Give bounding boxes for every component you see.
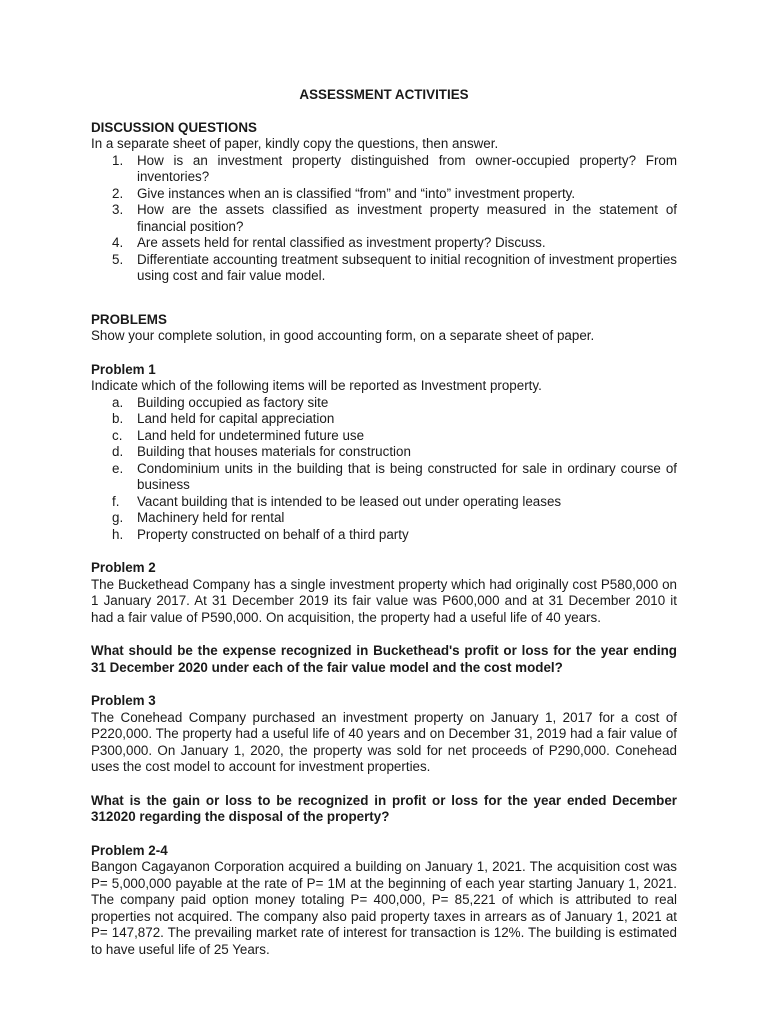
discussion-heading: DISCUSSION QUESTIONS	[91, 119, 257, 135]
list-marker: h.	[112, 526, 124, 542]
problems-instruction: Show your complete solution, in good accounting form, on a separate sheet of paper.	[91, 328, 595, 343]
problem-2	[91, 560, 677, 676]
problems-heading: PROBLEMS	[91, 311, 167, 327]
problems-section	[91, 312, 677, 345]
problem-2-body: The Buckethead Company has a single investment property which had originally cost P580,000 on 1 January 2017. At 31 December 2019 its fair value was P600,000 and at 31 December 2010 it had a fair value of P590,000. On acquisition, the property had a useful life of 40 years.	[91, 576, 677, 625]
list-item	[91, 411, 677, 428]
list-marker: 4.	[112, 235, 124, 250]
discussion-list	[91, 153, 677, 285]
list-marker: d.	[112, 444, 124, 459]
problem-1	[91, 362, 677, 544]
list-item-text: Property constructed on behalf of a third party	[137, 526, 409, 542]
list-item	[91, 235, 677, 252]
problem-1-list	[91, 395, 677, 544]
list-marker: 5.	[112, 251, 124, 267]
list-item-text: Vacant building that is intended to be leased out under operating leases	[137, 493, 562, 509]
list-item-text: Condominium units in the building that is being constructed for sale in ordinary course of business	[137, 460, 677, 492]
list-item-text: Are assets held for rental classified as investment property? Discuss.	[137, 235, 546, 250]
problem-2-4	[91, 843, 677, 959]
list-item	[91, 494, 677, 511]
problem-3-question: What is the gain or loss to be recognized in profit or loss for the year ended December 312020 regarding the disposal of the property?	[91, 792, 677, 824]
problem-3-body: The Conehead Company purchased an investment property on January 1, 2017 for a cost of P220,000. The property had a useful life of 40 years and on December 31, 2019 had a fair value of P300,000. On January 1, 2020, the property was sold for net proceeds of P290,000. Conehead uses the cost model to account for investment properties.	[91, 709, 677, 774]
list-marker: b.	[112, 411, 124, 426]
list-item	[91, 153, 677, 186]
list-item	[91, 428, 677, 445]
list-item	[91, 186, 677, 203]
list-marker: 2.	[112, 185, 124, 201]
problem-2-heading: Problem 2	[91, 560, 156, 575]
list-marker: g.	[112, 510, 124, 525]
list-item	[91, 527, 677, 544]
list-item-text: Building occupied as factory site	[137, 394, 329, 410]
page-title: ASSESSMENT ACTIVITIES	[299, 87, 469, 102]
list-item-text: Land held for capital appreciation	[137, 411, 335, 426]
list-marker: 3.	[112, 202, 124, 217]
discussion-section	[91, 120, 677, 285]
problem-3-heading: Problem 3	[91, 693, 156, 708]
list-item-text: Machinery held for rental	[137, 510, 285, 525]
list-marker: e.	[112, 460, 124, 476]
list-item	[91, 510, 677, 527]
discussion-instruction: In a separate sheet of paper, kindly copy the questions, then answer.	[91, 136, 499, 151]
list-item-text: Differentiate accounting treatment subsequent to initial recognition of investment properties using cost and fair value model.	[137, 251, 677, 283]
problem-1-heading: Problem 1	[91, 361, 156, 377]
list-item-text: Building that houses materials for construction	[137, 444, 411, 459]
problem-2-question: What should be the expense recognized in Buckethead's profit or loss for the year ending 31 December 2020 under each of the fair value model and the cost model?	[91, 643, 677, 675]
list-item-text: How are the assets classified as investment property measured in the statement of financial position?	[137, 202, 677, 234]
list-item	[91, 395, 677, 412]
list-marker: f.	[112, 493, 120, 509]
list-item	[91, 202, 677, 235]
list-item-text: How is an investment property distinguished from owner-occupied property? From inventories?	[137, 152, 677, 184]
list-item	[91, 252, 677, 285]
list-item	[91, 461, 677, 494]
list-item-text: Land held for undetermined future use	[137, 427, 365, 443]
problem-3	[91, 693, 677, 826]
list-marker: c.	[112, 427, 123, 443]
problem-2-4-heading: Problem 2-4	[91, 842, 168, 858]
list-marker: a.	[112, 394, 124, 410]
list-item-text: Give instances when an is classified “from” and “into” investment property.	[137, 185, 576, 201]
list-marker: 1.	[112, 152, 124, 168]
document-page	[91, 87, 677, 958]
problem-1-intro: Indicate which of the following items will be reported as Investment property.	[91, 378, 542, 393]
list-item	[91, 444, 677, 461]
problem-2-4-body: Bangon Cagayanon Corporation acquired a building on January 1, 2021. The acquisition cost was P= 5,000,000 payable at the rate of P= 1M at the beginning of each year starting January 1, 2021. The company paid option money totaling P= 400,000, P= 85,221 of which is attributed to real properties not acquired. The company also paid property taxes in arrears as of January 1, 2021 at P= 147,872. The prevailing market rate of interest for transaction is 12%. The building is estimated to have useful life of 25 Years.	[91, 859, 677, 957]
